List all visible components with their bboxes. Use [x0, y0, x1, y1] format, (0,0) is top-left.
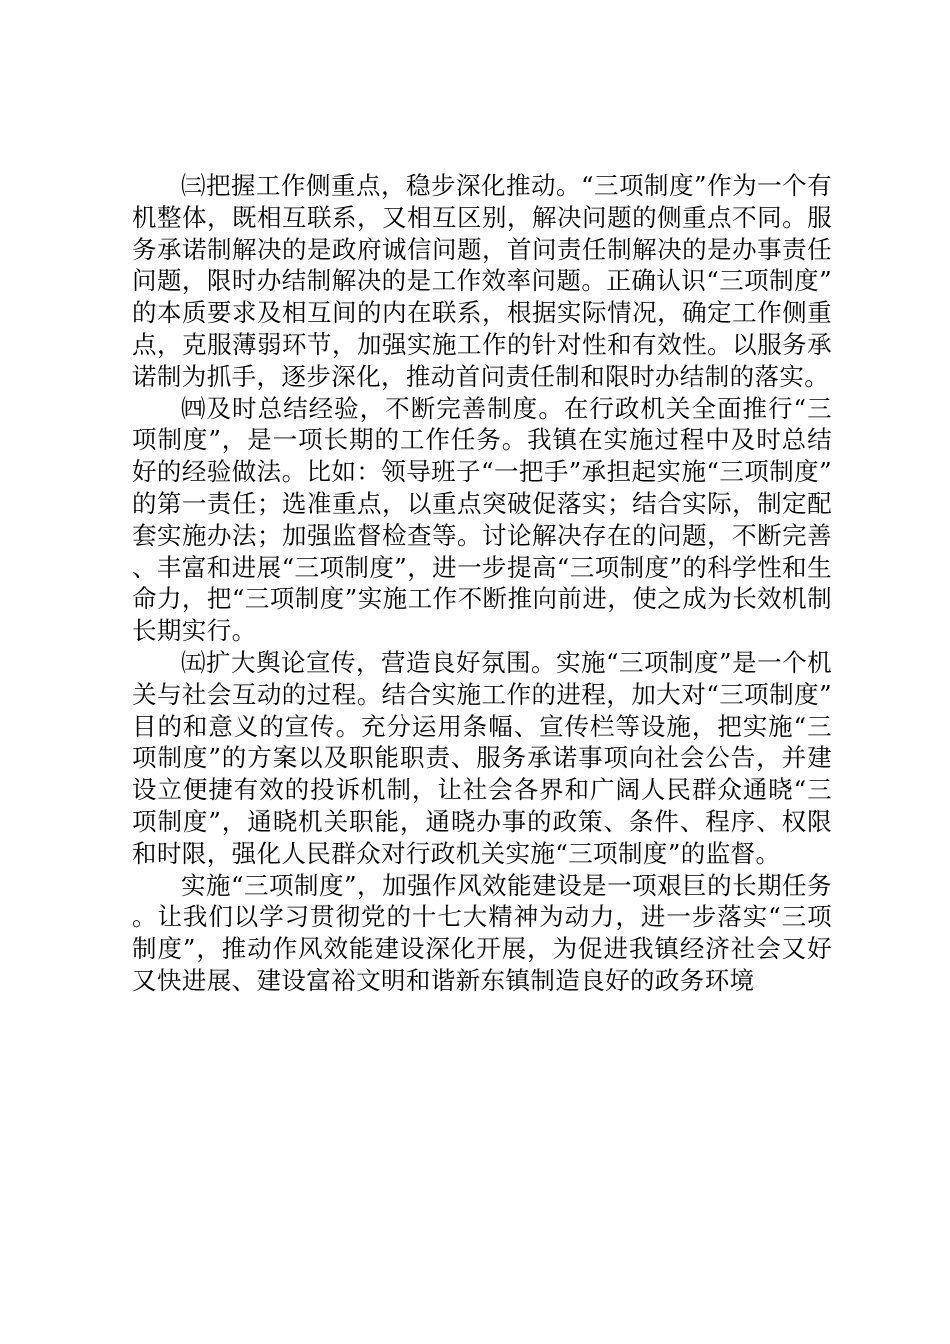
paragraph-4-summarize-experience: ㈣及时总结经验，不断完善制度。在行政机关全面推行“三项制度”，是一项长期的工作任务。我镇在实施过程中及时总结好的经验做法。比如：领导班子“一把手”承担起实施“三项制度”的第一责任；选准重点，以重点突破促落实；结合实际，制定配套实施办法；加强监督检查等。讨论解决存在的问题，不断完善、丰富和进展“三项制度”，进一步提高“三项制度”的科学性和生命力，把“三项制度”实施工作不断推向前进，使之成为长效机制长期实行。 — [132, 393, 832, 646]
paragraph-5-public-publicity: ㈤扩大舆论宣传，营造良好氛围。实施“三项制度”是一个机关与社会互动的过程。结合实施工作的进程，加大对“三项制度”目的和意义的宣传。充分运用条幅、宣传栏等设施，把实施“三项制度”的方案以及职能职责、服务承诺事项向社会公告，并建设立便捷有效的投诉机制，让社会各界和广阔人民群众通晓“三项制度”，通晓机关职能，通晓办事的政策、条件、程序、权限和时限，强化人民群众对行政机关实施“三项制度”的监督。 — [132, 647, 832, 868]
paragraph-3-focus-priorities: ㈢把握工作侧重点，稳步深化推动。“三项制度”作为一个有机整体，既相互联系，又相互区别，解决问题的侧重点不同。服务承诺制解决的是政府诚信问题，首问责任制解决的是办事责任问题，限时办结制解决的是工作效率问题。正确认识“三项制度”的本质要求及相互间的内在联系，根据实际情况，确定工作侧重点，克服薄弱环节，加强实施工作的针对性和有效性。以服务承诺制为抓手，逐步深化，推动首问责任制和限时办结制的落实。 — [132, 171, 832, 391]
paragraph-conclusion: 实施“三项制度”，加强作风效能建设是一项艰巨的长期任务。让我们以学习贯彻党的十七大精神为动力，进一步落实“三项制度”，推动作风效能建设深化开展，为促进我镇经济社会又好又快进展、建设富裕文明和谐新东镇制造良好的政务环境 — [132, 870, 832, 995]
document-body — [132, 170, 832, 997]
